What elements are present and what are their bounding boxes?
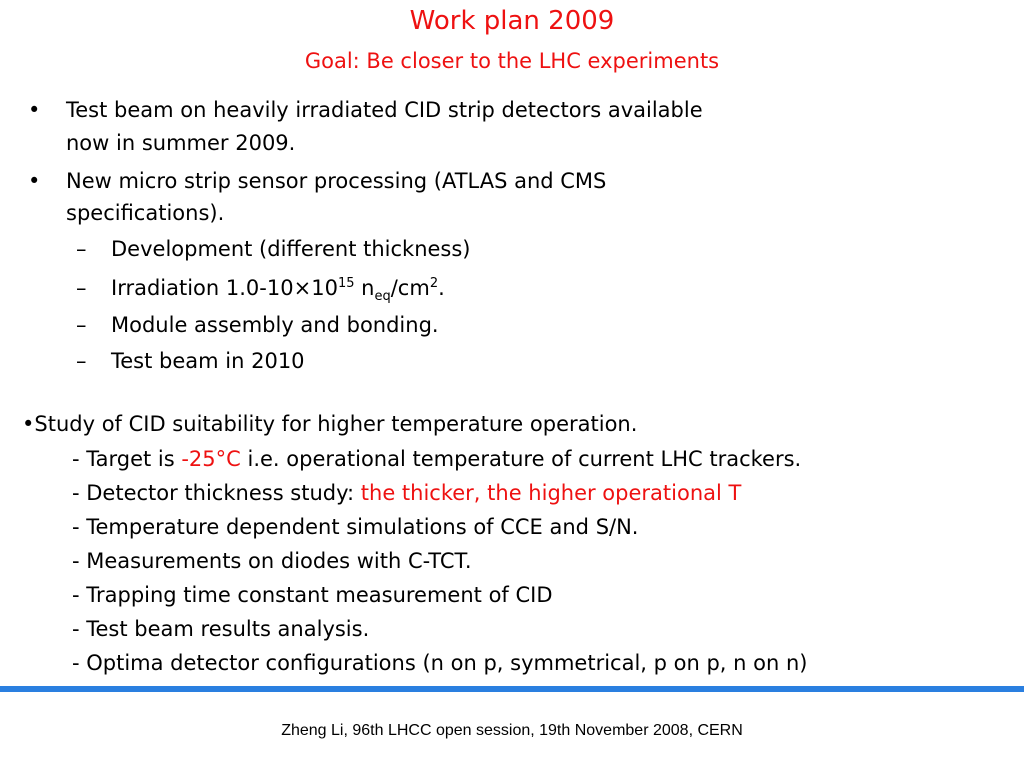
study-heading: •Study of CID suitability for higher temperature operation. bbox=[22, 412, 638, 436]
bullet-marker: • bbox=[28, 98, 41, 122]
bullet-1-line-2: now in summer 2009. bbox=[66, 131, 296, 155]
irradiation-exponent: 15 bbox=[337, 276, 355, 291]
sub-bullet-marker: – bbox=[76, 349, 87, 373]
study-item-test-beam-analysis: - Test beam results analysis. bbox=[72, 617, 370, 641]
unit-cm-exponent: 2 bbox=[429, 276, 439, 291]
thickness-highlight: the thicker, the higher operational T bbox=[360, 481, 742, 505]
irradiation-base: 10 bbox=[311, 276, 338, 300]
sub-bullet-irradiation bbox=[111, 273, 445, 303]
unit-eq-subscript: eq bbox=[374, 289, 391, 305]
sub-bullet-marker: – bbox=[76, 313, 87, 337]
irradiation-prefix: Irradiation 1.0-10 bbox=[111, 276, 294, 300]
sub-bullet-marker: – bbox=[76, 237, 87, 261]
irradiation-suffix: . bbox=[438, 276, 445, 300]
unit-n: n bbox=[354, 276, 375, 300]
bullet-2-line-1: New micro strip sensor processing (ATLAS and CMS bbox=[66, 169, 607, 193]
bullet-2-line-2: specifications). bbox=[66, 201, 225, 225]
sub-bullet-marker: – bbox=[76, 276, 87, 300]
footer-text: Zheng Li, 96th LHCC open session, 19th November 2008, CERN bbox=[281, 722, 743, 739]
target-suffix: i.e. operational temperature of current LHC trackers. bbox=[240, 447, 802, 471]
study-item-configurations: - Optima detector configurations (n on p, symmetrical, p on p, n on n) bbox=[72, 651, 808, 675]
study-item-diodes: - Measurements on diodes with C-TCT. bbox=[72, 549, 472, 573]
footer-divider bbox=[0, 686, 1024, 692]
sub-bullet-test-beam-2010: Test beam in 2010 bbox=[111, 349, 305, 373]
thickness-prefix: - Detector thickness study: bbox=[72, 481, 361, 505]
study-item-trapping: - Trapping time constant measurement of CID bbox=[72, 583, 553, 607]
bullet-1-line-1: Test beam on heavily irradiated CID strip detectors available bbox=[66, 98, 703, 122]
bullet-marker: • bbox=[28, 169, 41, 193]
sub-bullet-development: Development (different thickness) bbox=[111, 237, 471, 261]
target-temperature: -25°C bbox=[181, 447, 241, 471]
study-item-simulations: - Temperature dependent simulations of CCE and S/N. bbox=[72, 515, 639, 539]
times-symbol: × bbox=[293, 276, 312, 300]
unit-cm: /cm bbox=[390, 276, 430, 300]
target-prefix: - Target is bbox=[72, 447, 182, 471]
sub-bullet-module-assembly: Module assembly and bonding. bbox=[111, 313, 439, 337]
study-thickness-line bbox=[72, 478, 741, 508]
slide-title: Work plan 2009 bbox=[409, 6, 615, 36]
study-target-line bbox=[72, 444, 801, 474]
slide-subtitle: Goal: Be closer to the LHC experiments bbox=[304, 49, 720, 73]
